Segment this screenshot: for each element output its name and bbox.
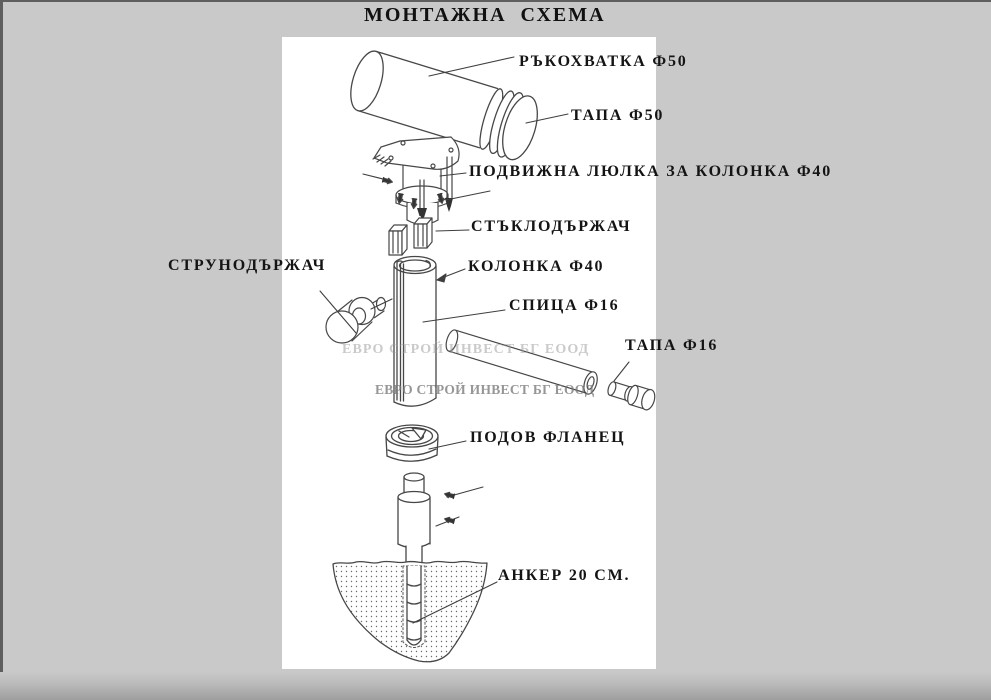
watermark-light: ЕВРО СТРОЙ ИНВЕСТ БГ ЕООД: [342, 342, 590, 357]
leader-rukohvatka: [429, 57, 514, 76]
ground-drawing: [333, 561, 487, 661]
part-label-tapa16: ТАПА Ф16: [625, 337, 719, 354]
cap16-drawing: [605, 378, 657, 412]
leader-bracket-screw: [363, 174, 383, 179]
leader-kolonka-arrowhead: [437, 274, 446, 282]
part-label-podov-flanec: ПОДОВ ФЛАНЕЦ: [470, 429, 626, 446]
part-label-tapa50: ТАПА Ф50: [571, 107, 665, 124]
leader-tapa16: [614, 362, 629, 381]
glass-holder-drawing: [389, 218, 432, 255]
part-label-spitsa: СПИЦА Ф16: [509, 297, 620, 314]
swing-bracket-drawing: [373, 137, 459, 225]
part-label-strunodarzhach: СТРУНОДЪРЖАЧ: [168, 257, 327, 274]
part-label-rukohvatka: РЪКОХВАТКА Ф50: [519, 53, 688, 70]
page-title: МОНТАЖНА СХЕМА: [364, 4, 606, 26]
watermark-dark: ЕВРО СТРОЙ ИНВЕСТ БГ ЕООД: [375, 382, 595, 397]
leader-staklodarzhach: [436, 230, 469, 231]
anchor-drawing: [398, 473, 430, 565]
part-label-kolonka: КОЛОНКА Ф40: [468, 258, 605, 275]
part-label-staklodarzhach: СТЪКЛОДЪРЖАЧ: [471, 218, 632, 235]
spoke-drawing: [444, 328, 600, 396]
leader-lyulka: [440, 173, 466, 176]
anchor-screw-icon: [444, 491, 455, 499]
column-drawing: [394, 257, 436, 407]
string-holder-drawing: [326, 297, 386, 343]
part-label-lyulka: ПОДВИЖНА ЛЮЛКА ЗА КОЛОНКА Ф40: [469, 163, 833, 180]
part-label-anker: АНКЕР 20 СМ.: [498, 567, 631, 584]
floor-flange-drawing: [386, 425, 438, 461]
